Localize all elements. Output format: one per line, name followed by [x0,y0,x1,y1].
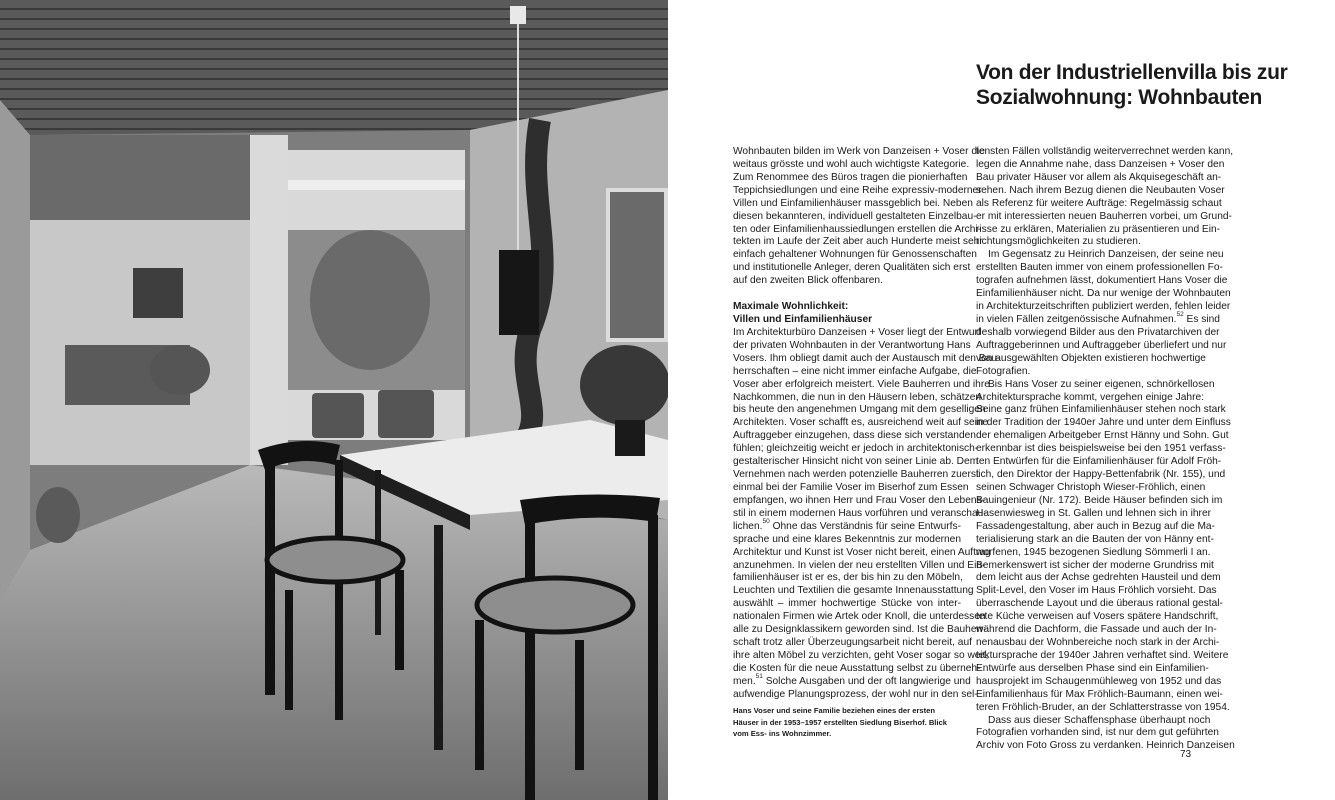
footnote-ref: 51 [755,672,763,680]
title-line: Von der Industriellenvilla bis zur [976,61,1288,84]
text-line: Split-Level, den Voser im Haus Fröhlich vorsieht. Das [976,585,1217,597]
subheading: Villen und Einfamilienhäuser [733,313,873,325]
text-line: tektursprache der 1940er Jahren verhaftet sind. Weitere [976,649,1229,661]
text-line: Vosers. Ihm obliegt damit auch der Austausch mit den Bau- [733,352,1001,364]
text-line: Villen und Einfamilienhäuser massgeblich bei. Neben [733,197,973,209]
text-line: die Kosten für die neue Ausstattung selbst zu überneh- [733,662,981,674]
text-line: hausprojekt im Schaugenmühleweg von 1952 und das [976,675,1222,687]
text-line: tekten im Laufe der Zeit aber auch Hunderte meist sehr [733,236,983,248]
text-line: bis heute den angenehmen Umgang mit dem geselligen [733,404,986,416]
text-line: risse zu erklären, Materialien zu präsentieren und Ein- [976,223,1221,235]
text-line: fühlen; gleichzeitig weicht er jedoch in architektonisch- [733,443,979,455]
text-column-right [976,146,1235,753]
text-line: nationalen Firmen wie Artek oder Knoll, die unterdessen [733,611,986,623]
text-line-with-footnote: men.$^{51}$ Solche Ausgaben und der oft langwierige und [733,672,971,687]
text-line: und institutionelle Anleger, deren Qualitäten sich erst [733,262,971,274]
text-line: ten oder Einfamilienhaussiedlungen erstellen die Archi- [733,223,982,235]
text-line: Im Gegensatz zu Heinrich Danzeisen, der seine neu [988,249,1224,261]
page-number: 73 [1180,749,1192,760]
text-line: sehen. Nach ihrem Bezug dienen die Neubauten Voser [976,184,1225,196]
text-line: Wohnbauten bilden im Werk von Danzeisen + Voser die [733,146,985,157]
text-line: terialisierung stark an die Bauten der von Hänny ent- [976,533,1214,545]
text-line: der ehemaligen Arbeitgeber Ernst Hänny und Sohn. Gut [976,430,1229,442]
text-line: er mit interessierten neuen Bauherren vorbei, um Grund- [976,210,1232,222]
pendant-lamp [499,250,539,335]
text-line: deshalb vorwiegend Bilder aus den Privatarchiven der [976,326,1220,338]
text-line: Fassadengestaltung, aber auch in Bezug auf die Ma- [976,520,1215,532]
framed-artwork [608,190,666,340]
text-line: überraschende Layout und die überaus rational gestal- [976,598,1223,610]
text-line: Fotografien vorhanden sind, ist nur dem gut geführten [976,727,1219,739]
text-line: diesen bekannteren, individuell gestalteten Einzelbau- [733,210,977,222]
text-line: in Architekturzeitschriften publiziert werden, fehlen leider [976,301,1231,313]
text-column-left [733,146,1001,702]
text-line: Nachkommen, die nun in den Häusern leben, schätzen [733,391,982,403]
text-line-with-footnote: in vielen Fällen zeitgenössische Aufnahmen.$^{52}$ Es sind [976,310,1220,325]
photo-caption [733,705,961,740]
text-line: sprache und eine klares Bekenntnis zur modernen [733,533,961,545]
text-line: einmal bei der Familie Voser im Biserhof zum Essen [733,481,969,493]
text-line: Seine ganz frühen Einfamilienhäuser stehen noch stark [976,404,1226,416]
text-line: Archiv von Foto Gross zu verdanken. Heinrich Danzeisen [976,740,1235,752]
text-line: lich, den Direktor der Happy-Bettenfabrik (Nr. 155), und [976,469,1226,481]
text-line: herrschaften – eine nicht immer einfache Aufgabe, die [733,365,977,377]
footnote-ref: 50 [762,517,770,525]
text-line: Einfamilienhäuser nicht. Da nur wenige der Wohnbauten [976,288,1231,300]
text-line: erkennbar ist dies beispielsweise bei den 1951 verfass- [976,443,1226,455]
text-line-with-footnote: lichen.$^{50}$ Ohne das Verständnis für seine Entwurfs- [733,517,961,532]
text-line: schaft trotz aller Überzeugungsarbeit nicht bereit, auf [733,637,972,649]
text-line: familienhäuser ist er es, der bis hin zu den Möbeln, [733,572,963,584]
caption-line: Häuser in der 1953–1957 erstellten Siedlung Biserhof. Blick [733,717,947,727]
text-line: tensten Fällen vollständig weiterverrechnet werden kann, [976,146,1234,157]
caption-line: Hans Voser und seine Familie beziehen eines der ersten [733,706,936,715]
text-line: Leuchten und Textilien die gesamte Innenausstattung [733,585,974,597]
text-line: Fotografien. [976,365,1031,377]
text-line: aufwendige Planungsprozess, der wohl nur in den sel- [733,688,978,700]
text-line: Bauingenieur (Nr. 172). Beide Häuser befinden sich im [976,494,1223,506]
text-line: Architektursprache kommt, vergehen einige Jahre: [976,391,1204,403]
text-line: Hasenwiesweg in St. Gallen und lehnen sich in ihrer [976,507,1212,519]
text-page [668,0,1335,800]
text-line: Voser aber erfolgreich meistert. Viele Bauherren und ihre [733,378,990,390]
text-line: Teppichsiedlungen und eine Reihe expressiv-moderner [733,184,982,196]
text-line: auf den zweiten Blick offenbaren. [733,275,883,287]
text-line: Bemerkenswert ist sicher der moderne Grundriss mit [976,559,1214,571]
text-line: alle zu Designklassikern geworden sind. Ist die Bauherr- [733,624,987,636]
text-line: der privaten Wohnbauten in der Verantwortung Hans [733,339,971,351]
caption-line: vom Ess- ins Wohnzimmer. [733,729,832,738]
text-line: in der Tradition der 1940er Jahre und unter dem Einfluss [976,417,1231,429]
text-line: Entwürfe aus derselben Phase sind ein Einfamilien- [976,662,1209,674]
text-line: stil in einem modernen Haus vorführen und veranschau- [733,507,987,519]
text-line: erstellten Bauten immer von einem professionellen Fo- [976,262,1223,274]
text-line: während die Dachform, die Fassade und auch der In- [976,624,1217,636]
text-line: Dass aus dieser Schaffensphase überhaupt noch [988,714,1211,726]
text-line: tete Küche verweisen auf Vosers spätere Handschrift, [976,611,1219,623]
text-line: Auftraggeber einzugehen, dass diese sich verstanden [733,430,976,442]
text-line: von ausgewählten Objekten existieren hochwertige [976,352,1206,364]
text-line: Architekten. Voser schafft es, ausreichend weit auf seine [733,417,989,429]
potted-plant [580,345,670,425]
text-line: Architektur und Kunst ist Voser nicht bereit, einen Auftrag [733,546,991,558]
text-line: weitaus grösste und wohl auch wichtigste Kategorie. [733,158,970,170]
title-line: Sozialwohnung: Wohnbauten [976,86,1263,109]
wall-painting [133,268,183,318]
text-line: anzunehmen. In vielen der neu erstellten Villen und Ein- [733,559,986,571]
text-line: einfach gehaltener Wohnungen für Genossenschaften [733,249,977,261]
article-title [976,60,1316,110]
subheading: Maximale Wohnlichkeit: [733,301,849,313]
text-line: teren Fröhlich-Bruder, an der Schlatterstrasse von 1954. [976,701,1230,713]
floor-vase [36,487,80,543]
text-line: empfangen, wo ihnen Herr und Frau Voser den Lebens- [733,494,986,506]
text-line: Vernehmen nach werden potenzielle Bauherren zuerst [733,469,979,481]
text-line: Auftraggeberinnen und Auftraggeber überliefert und nur [976,339,1227,351]
text-line: als Referenz für weitere Aufträge: Regelmässig schaut [976,197,1222,209]
text-line: Bis Hans Voser zu seiner eigenen, schnörkellosen [988,378,1215,390]
text-line: nenausbau der Wohnbereiche noch stark in der Archi- [976,637,1220,649]
text-line: Zum Renommee des Büros tragen die pionierhaften [733,171,968,183]
text-line: legen die Annahme nahe, dass Danzeisen + Voser den [976,158,1225,170]
text-line: dem leicht aus der Achse gedrehten Hausteil und dem [976,572,1221,584]
text-line: Bau privater Häuser vor allem als Akquisegeschäft an- [976,171,1222,183]
text-line: ten Entwürfen für die Einfamilienhäuser für Adolf Fröh- [976,456,1222,468]
text-line: seinen Schwager Christoph Wieser-Fröhlich, einen [976,481,1206,493]
text-line: Im Architekturbüro Danzeisen + Voser liegt der Entwurf [733,326,981,338]
text-line: auswählt – immer hochwertige Stücke von inter- [733,598,961,610]
text-line: gestalterischer Hinsicht nicht von seiner Linie ab. Dem [733,456,979,468]
footnote-ref: 52 [1176,310,1184,318]
text-line: richtungsmöglichkeiten zu studieren. [976,236,1141,248]
text-line: Einfamilienhaus für Max Fröhlich-Baumann, einen wei- [976,688,1223,700]
text-line: ihre alten Möbel zu verzichten, geht Voser sogar so weit, [733,649,989,661]
text-line: tografen aufnehmen lässt, dokumentiert Hans Voser die [976,275,1228,287]
text-line: worfenen, 1945 bezogenen Siedlung Sömmerli I an. [976,546,1211,558]
